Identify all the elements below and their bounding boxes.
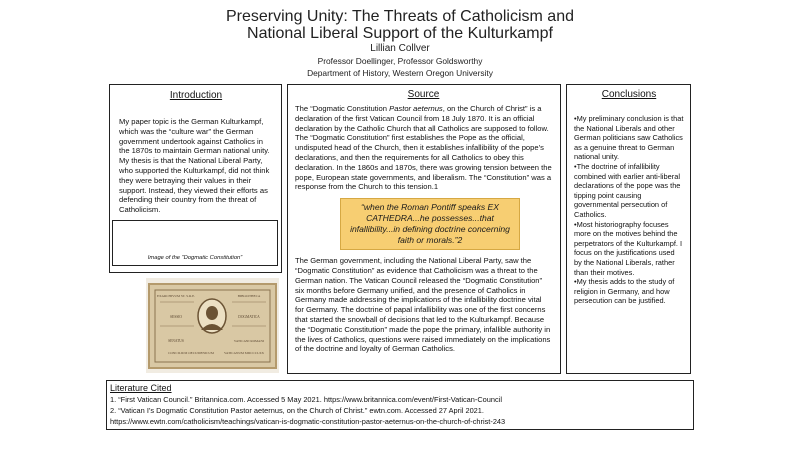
source-para1-title: Pastor aeternus: [389, 104, 443, 113]
doc-lettering-2: BIBLIOTHECA: [237, 294, 261, 298]
source-paragraph-2: The German government, including the National Liberal Party, saw the “Dogmatic Constitution” as evidence that Catholicism was a threat to the German nation. The Vatican Council released the “Dogmatic Constitution” six months before Germany unified, and the presence of Catholics in Germany made addressing the implications of the infallibility doctrine vital for Germany. The doctrine of papal infallibility was one of the first concerns that started the snowball of decisions that led to the Kulturkampf. Because the “Dogmatic Constitution” made the pope the primary, infallible authority in the lives of Catholics, questions were raised immediately on the implications of the doctrine and loyalty of German Catholics.: [295, 256, 551, 354]
reference-1: 1. “First Vatican Council.” Britannica.com. Accessed 5 May 2021. https://www.britannica.com/event/First-Vatican-Council: [110, 395, 502, 404]
doc-lettering-3: SESSIO: [170, 315, 182, 319]
source-para1-c: , on the Church of Christ” is a declaration of the first Vatican Council from 18 July 1870. It is an official declaration by the Catholic Church that all Catholics are supposed to follow. The “Dogmatic Constitution” first establishes the Pope as the official, undisputed head of the Church, then it establishes infallibility of the pope’s declarations, and then the requirements for all Catholics to obey this declaration. In the 1860s and 1870s, there was growing tension between the pope, European state governments, and liberalism. The “Constitution” was a response from the Church to this tension.1: [295, 104, 552, 192]
portrait-head: [206, 306, 218, 320]
literature-heading: Literature Cited: [110, 383, 172, 393]
doc-lettering-8: VATICANUM MDCCCLXX: [224, 351, 264, 355]
conclusions-heading: Conclusions: [601, 89, 657, 100]
doc-lettering-4: DOGMATICA: [238, 315, 260, 319]
source-heading: Source: [407, 89, 440, 100]
title-line-2: National Liberal Support of the Kulturkampf: [247, 25, 553, 42]
title-line-1: Preserving Unity: The Threats of Catholicism and: [225, 8, 574, 25]
professors: Professor Doellinger, Professor Goldsworthy: [317, 56, 483, 66]
literature-box: [106, 380, 694, 430]
doc-lettering-5: SENATUS: [168, 339, 184, 343]
author-name: Lillian Collver: [370, 43, 430, 54]
conclusion-item: •My thesis adds to the study of religion in Germany, and how persecution can be justified.: [574, 277, 675, 306]
dogmatic-constitution-image: [146, 278, 279, 373]
reference-2-url: https://www.ewtn.com/catholicism/teachings/vatican-is-dogmatic-constitution-pastor-aeternus-on-the-church-of-christ-243: [110, 417, 506, 426]
introduction-heading: Introduction: [169, 90, 223, 101]
conclusion-item: •Most historiography focuses more on the motives behind the perpetrators of the Kulturkampf. I focus on the justifications used by the National Liberals, rather than their motives.: [574, 219, 683, 277]
image-caption: Image of the “Dogmatic Constitution”: [147, 255, 243, 261]
source-para1-a: The “Dogmatic Constitution: [295, 104, 390, 113]
conclusions-box: [566, 84, 691, 374]
doc-lettering-7: CONCILIUM OECUMENICUM: [168, 351, 214, 355]
conclusion-item: •My preliminary conclusion is that the National Liberals and other German politicians saw Catholics as a genuine threat to German national unity.: [574, 114, 684, 162]
conclusions-list: [574, 114, 684, 306]
source-paragraph-1: [295, 104, 552, 192]
department: Department of History, Western Oregon University: [307, 68, 493, 78]
source-box: [287, 84, 561, 374]
doc-lettering-1: EXARCHIVUM ST. S.R.E.: [157, 294, 195, 298]
conclusion-item: •The doctrine of infallibility combined with earlier anti-liberal declarations of the pope was the tipping point causing governmental persecution of Catholics.: [574, 161, 681, 219]
document-illustration: [146, 278, 279, 373]
image-caption-box: [112, 220, 278, 266]
poster-title: [0, 8, 800, 42]
source-quote: “when the Roman Pontiff speaks EX CATHEDRA...he possesses...that infallibility...in defining doctrine concerning faith or morals.”2: [340, 198, 520, 250]
reference-2: 2. “Vatican I’s Dogmatic Constitution Pastor aeternus, on the Church of Christ.” ewtn.com. Accessed 27 April 2021.: [110, 406, 484, 415]
doc-lettering-6: VATICANI ROMANI: [233, 339, 265, 343]
introduction-text: My paper topic is the German Kulturkampf, which was the “culture war” the German government undertook against Catholics in the 1870s to maintain German national unity. My thesis is that the National Liberal Party, who supported the Kulturkampf, did not think they were betraying their values in their support. Instead, they viewed their efforts as defending their country from the threat of Catholicism.: [119, 117, 270, 215]
